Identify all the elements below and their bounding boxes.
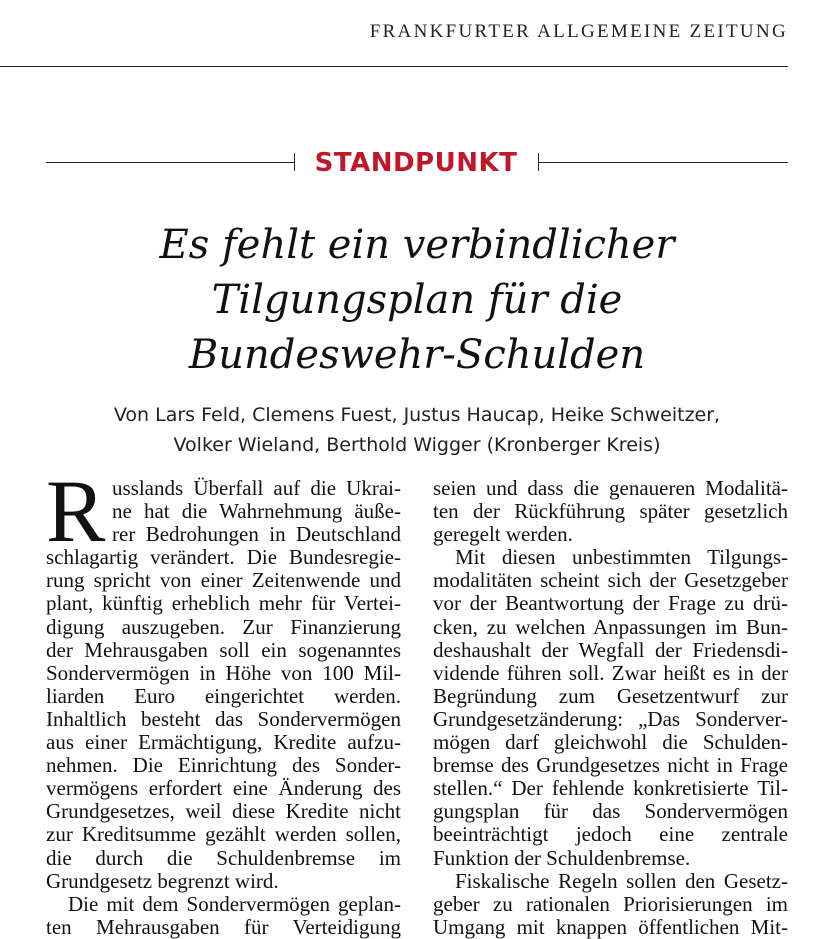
text-line: aus einer Ermächtigung, Kredite aufzu-: [46, 730, 401, 755]
masthead: [0, 0, 788, 67]
byline-line: Volker Wieland, Berthold Wigger (Kronberger Kreis): [173, 434, 661, 456]
headline: [46, 218, 788, 383]
text-line: Umgang mit knappen öffentlichen Mit-: [433, 914, 788, 939]
text-line: ten der Rückführung später gesetzlich: [433, 499, 788, 524]
text-line: bremse des Grundgesetzes nicht in Frage: [433, 753, 788, 778]
text-line: Inhaltlich besteht das Sondervermögen: [46, 706, 401, 731]
text-line: mögen darf gleichwohl die Schulden-: [433, 730, 788, 755]
headline-line: Bundeswehr-Schulden: [188, 332, 646, 378]
text-line: nehmen. Die Einrichtung des Sonder-: [46, 753, 401, 778]
text-line: Mit diesen unbestimmten Tilgungs-: [455, 545, 788, 570]
text-line: Grundgesetzänderung: „Das Sonderver-: [433, 706, 788, 731]
article-column-right: [433, 477, 788, 939]
text-line: Funktion der Schuldenbremse.: [433, 845, 691, 870]
text-line: schlagartig verändert. Die Bundesregie-: [46, 545, 401, 570]
drop-cap: R: [46, 463, 106, 561]
text-line: vor der Beantwortung der Frage zu drü-: [433, 591, 788, 616]
text-line: digung auszugeben. Zur Finanzierung: [46, 614, 401, 639]
masthead-name: FRANKFURTER ALLGEMEINE ZEITUNG: [369, 21, 788, 42]
text-line: zur Kreditsumme gezählt werden sollen,: [46, 822, 401, 847]
text-line: rer Bedrohungen in Deutschland: [112, 522, 401, 547]
text-line: modalitäten scheint sich der Gesetzgeber: [433, 568, 788, 593]
text-line: seien und dass die genaueren Modalitä-: [433, 476, 788, 500]
text-line: cken, zu welchen Anpassungen im Bun-: [433, 614, 788, 639]
text-line: die durch die Schuldenbremse im: [46, 845, 401, 870]
text-line: Fiskalische Regeln sollen den Gesetz-: [455, 868, 788, 893]
text-line: rung spricht von einer Zeitenwende und: [46, 568, 401, 593]
text-line: liarden Euro eingerichtet werden.: [46, 683, 401, 708]
kicker-rule-left: [46, 162, 294, 163]
kicker-tick-left: [294, 153, 295, 171]
text-line: ten Mehrausgaben für Verteidigung: [46, 914, 401, 939]
text-line: gungsplan für das Sondervermögen: [433, 799, 788, 824]
text-line: usslands Überfall auf die Ukrai-: [112, 476, 401, 500]
kicker-label: STANDPUNKT: [314, 148, 518, 178]
text-line: geber zu rationalen Priorisierungen im: [433, 891, 788, 916]
text-line: Grundgesetz begrenzt wird.: [46, 868, 279, 893]
article-column-left: [46, 463, 401, 939]
text-line: Begründung zum Gesetzentwurf zur: [433, 683, 788, 708]
text-line: ne hat die Wahrnehmung äuße-: [112, 499, 401, 524]
text-line: Grundgesetzes, weil diese Kredite nicht: [46, 799, 401, 824]
text-line: beeinträchtigt jedoch eine zentrale: [433, 822, 788, 847]
text-line: vidende führen soll. Zwar heißt es in der: [433, 660, 788, 685]
text-line: stellen.“ Der fehlende konkretisierte Til-: [433, 776, 788, 801]
byline-line: Von Lars Feld, Clemens Fuest, Justus Haucap, Heike Schweitzer,: [113, 404, 721, 426]
text-line: Die mit dem Sondervermögen geplan-: [68, 891, 401, 916]
text-line: geregelt werden.: [433, 522, 573, 547]
headline-line: Tilgungsplan für die: [211, 277, 623, 323]
headline-line: Es fehlt ein verbindlicher: [159, 222, 675, 268]
text-line: plant, künftig erheblich mehr für Vertei-: [46, 591, 401, 616]
kicker-rule-right: [538, 162, 788, 163]
text-line: Sondervermögen in Höhe von 100 Mil-: [46, 660, 401, 685]
text-line: der Mehrausgaben soll ein sogenanntes: [46, 637, 401, 662]
text-line: vermögens erfordert eine Änderung des: [46, 776, 401, 801]
byline: [46, 400, 788, 460]
kicker-row: [46, 146, 788, 180]
text-line: deshaushalt der Wegfall der Friedensdi-: [433, 637, 788, 662]
